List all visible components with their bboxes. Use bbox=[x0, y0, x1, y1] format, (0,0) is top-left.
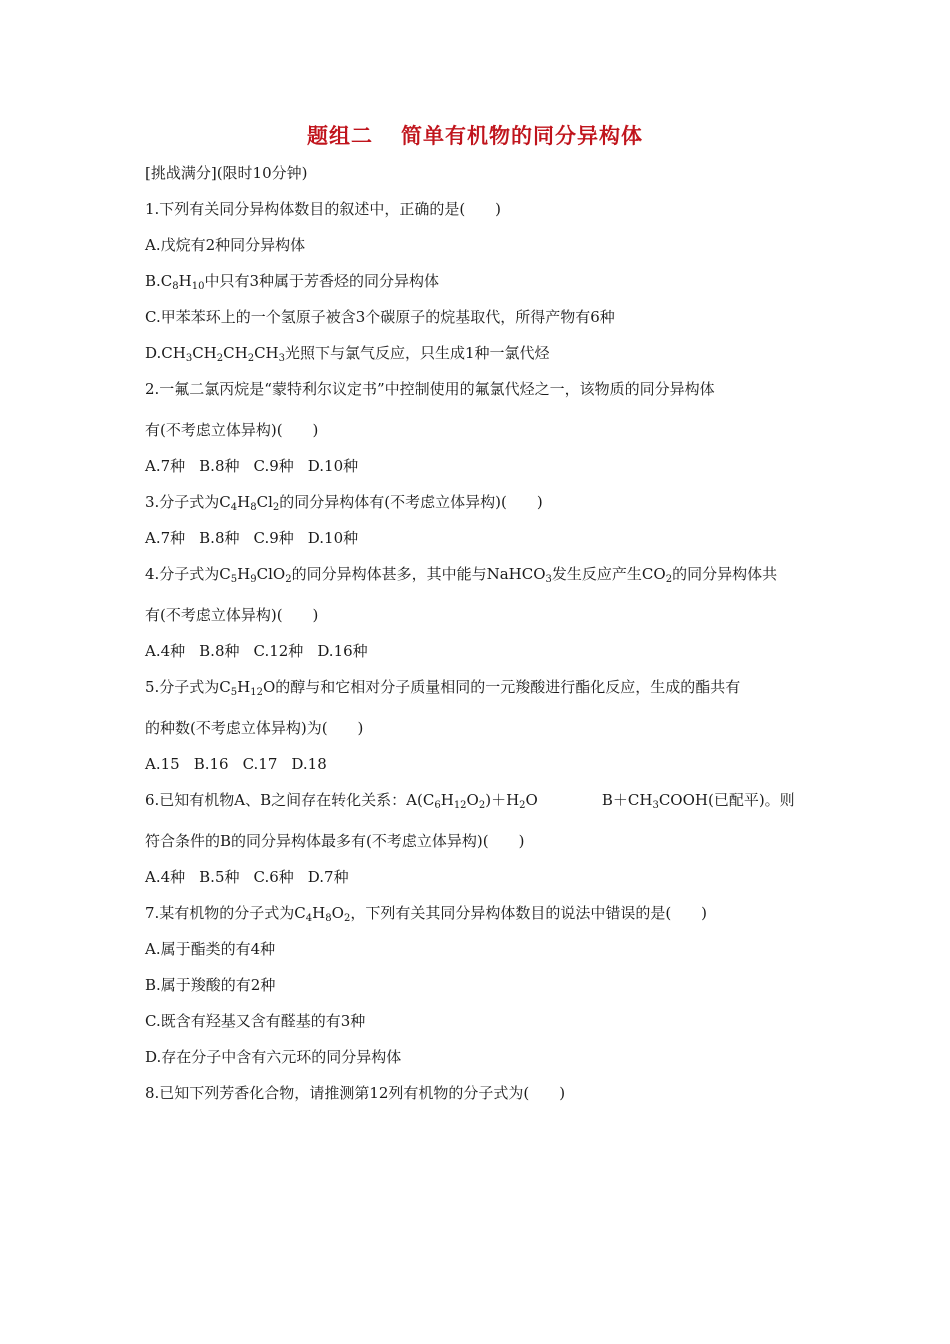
q2-options: A.7种 B.8种 C.9种 D.10种 bbox=[145, 457, 359, 475]
q5-stem-line2: 的种数(不考虑立体异构)为( ) bbox=[145, 719, 364, 737]
page-title bbox=[0, 120, 950, 150]
q1-option-a: A.戊烷有2种同分异构体 bbox=[145, 236, 306, 254]
q4-options: A.4种 B.8种 C.12种 D.16种 bbox=[145, 642, 368, 660]
q1-option-b: $B.C_8H_{10}$中只有3种属于芳香烃的同分异构体 bbox=[145, 272, 440, 292]
subtitle: [挑战满分](限时10分钟) bbox=[145, 164, 308, 182]
q2-stem-line1: 2.一氟二氯丙烷是“蒙特利尔议定书”中控制使用的氟氯代烃之一，该物质的同分异构体 bbox=[145, 380, 715, 398]
q5-options: A.15 B.16 C.17 D.18 bbox=[145, 755, 327, 773]
q1-stem: 1.下列有关同分异构体数目的叙述中，正确的是( ) bbox=[145, 200, 502, 218]
q8-stem: 8.已知下列芳香化合物，请推测第12列有机物的分子式为( ) bbox=[145, 1084, 566, 1102]
q6-stem-line1: 6.已知有机物A、B之间存在转化关系：$A(C_6H_{12}O_2)+H_2O$ $B+CH_3COOH$(已配平)。则 bbox=[145, 791, 795, 811]
q6-stem-line2: 符合条件的B的同分异构体最多有(不考虑立体异构)( ) bbox=[145, 832, 525, 850]
q3-options: A.7种 B.8种 C.9种 D.10种 bbox=[145, 529, 359, 547]
q2-stem-line2: 有(不考虑立体异构)( ) bbox=[145, 421, 319, 439]
q1-option-d: $D.CH_3CH_2CH_2CH_3$光照下与氯气反应，只生成1种一氯代烃 bbox=[145, 344, 550, 364]
q6-options: A.4种 B.5种 C.6种 D.7种 bbox=[145, 868, 349, 886]
title-part2: 简单有机物的同分异构体 bbox=[401, 124, 643, 148]
q4-stem-line2: 有(不考虑立体异构)( ) bbox=[145, 606, 319, 624]
q1-option-c: C.甲苯苯环上的一个氢原子被含3个碳原子的烷基取代，所得产物有6种 bbox=[145, 308, 615, 326]
q5-stem-line1: 5.分子式为$C_5H_{12}O$的醇与和它相对分子质量相同的一元羧酸进行酯化反应，生成的酯共有 bbox=[145, 678, 741, 698]
q7-option-b: B.属于羧酸的有2种 bbox=[145, 976, 276, 994]
q7-stem: 7.某有机物的分子式为$C_4H_8O_2$，下列有关其同分异构体数目的说法中错误的是( ) bbox=[145, 904, 708, 924]
q7-option-d: D.存在分子中含有六元环的同分异构体 bbox=[145, 1048, 402, 1066]
q7-option-c: C.既含有羟基又含有醛基的有3种 bbox=[145, 1012, 366, 1030]
q3-stem: 3.分子式为$C_4H_8Cl_2$的同分异构体有(不考虑立体异构)( ) bbox=[145, 493, 543, 513]
q4-stem-line1: 4.分子式为$C_5H_9ClO_2$的同分异构体甚多，其中能与NaHCO$_3$发生反应产生$CO_2$的同分异构体共 bbox=[145, 565, 778, 585]
title-part1: 题组二 bbox=[307, 124, 373, 148]
q7-option-a: A.属于酯类的有4种 bbox=[145, 940, 276, 958]
